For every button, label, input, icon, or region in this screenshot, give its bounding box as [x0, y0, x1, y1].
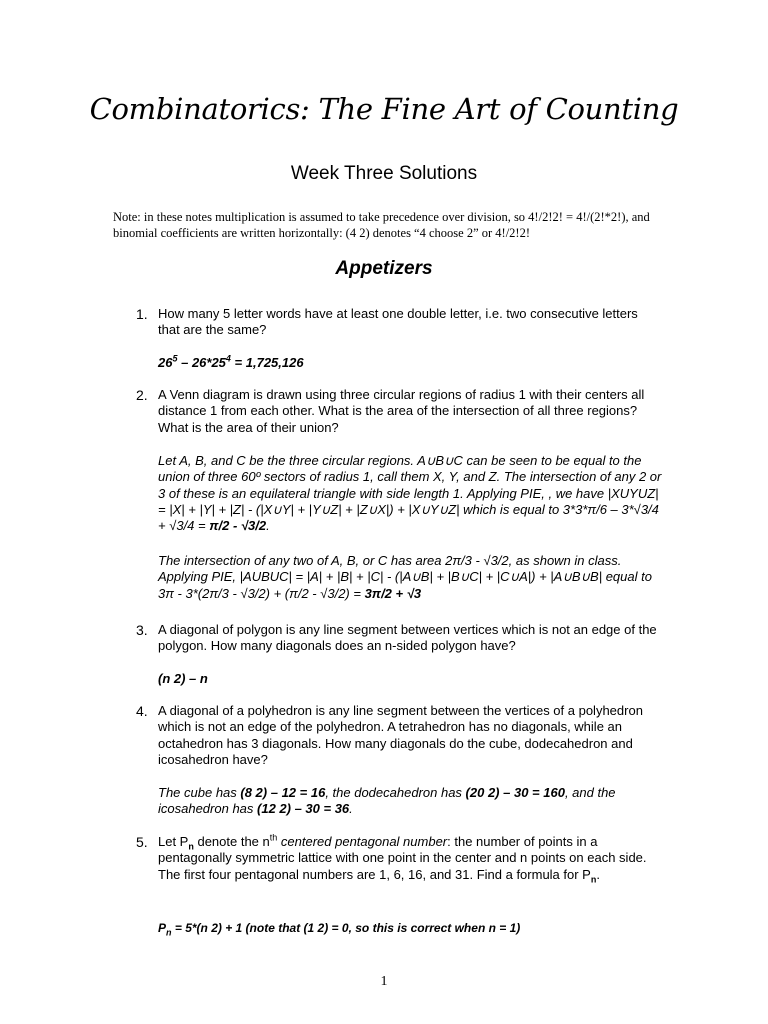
problem-answer: $26^5 - 26*25^4 = 1,725,126$ [158, 353, 304, 370]
section-heading: Appetizers [335, 258, 433, 279]
problem-answer: $P_n = 5*(n$ 2) + 1 (note that (1 2) = 0, so this is correct when n = 1) [158, 921, 521, 938]
problem-answer: Let A, B, and C be the three circular regions. A∪B∪C can be seen to be equal to the union of three 60º sectors of radius 1, call them X, Y, and Z. The intersection of any 2 or 3 of these is an equilateral triangle with side length 1. Applying PIE, , we have |XUYUZ| = |X| + |Y| + |Z| - (|X∪Y| + |Y∪Z| + |Z∪X|) + |X∪Y∪Z| which is equal to 3*3*π/6 – 3*√3/4 + √3/4 = π/2 - √3/2. [158, 453, 662, 534]
document-subtitle: Week Three Solutions [290, 163, 478, 184]
problem-question: Let $P_n$ denote the $n^{th}$ centered pentagonal number: the number of points in a pentagonally symmetric lattice with one point in the center and n points on each side. The first four pentagonal numbers are 1, 6, 16, and 31. Find a formula for $P_n$. [158, 832, 647, 885]
problem-number: 1. [136, 306, 148, 322]
problem-question: A diagonal of polygon is any line segment between vertices which is not an edge of the polygon. How many diagonals does an n-sided polygon have? [158, 622, 657, 654]
problem-answer: (n 2) – n [158, 671, 208, 686]
precedence-note: Note: in these notes multiplication is assumed to take precedence over division, so 4!/2!2! = 4!/(2!*2!), and binomial coefficients are written horizontally: (4 2) denotes “4 choose 2” or 4!/2!2! [113, 210, 650, 240]
problem-number: 2. [136, 387, 148, 403]
problem-answer: The cube has (8 2) – 12 = 16, the dodecahedron has (20 2) – 30 = 160, and the icosahedron has (12 2) – 30 = 36. [158, 785, 616, 817]
problem-question: How many 5 letter words have at least one double letter, i.e. two consecutive letters that are the same? [158, 306, 638, 338]
problem-number: 5. [136, 834, 148, 850]
problem-number: 3. [136, 622, 148, 638]
document-title: Combinatorics: The Fine Art of Counting [89, 92, 679, 126]
page-number: 1 [380, 974, 388, 989]
problem-question: A Venn diagram is drawn using three circular regions of radius 1 with their centers all distance 1 from each other. What is the area of the intersection of all three regions? What is the area of their union? [158, 387, 645, 435]
problem-question: A diagonal of a polyhedron is any line segment between the vertices of a polyhedron which is not an edge of the polyhedron. A tetrahedron has no diagonals, while an octahedron has 3 diagonals. How many diagonals do the cube, dodecahedron and icosahedron have? [158, 703, 643, 767]
problem-answer: The intersection of any two of A, B, or C has area 2π/3 - √3/2, as shown in class. Applying PIE, |AUBUC| = |A| + |B| + |C| - (|A∪B| + |B∪C| + |C∪A|) + |A∪B∪B| equal to 3π - 3*(2π/3 - √3/2) + (π/2 - √3/2) = 3π/2 + √3 [158, 553, 652, 601]
problem-number: 4. [136, 703, 148, 719]
